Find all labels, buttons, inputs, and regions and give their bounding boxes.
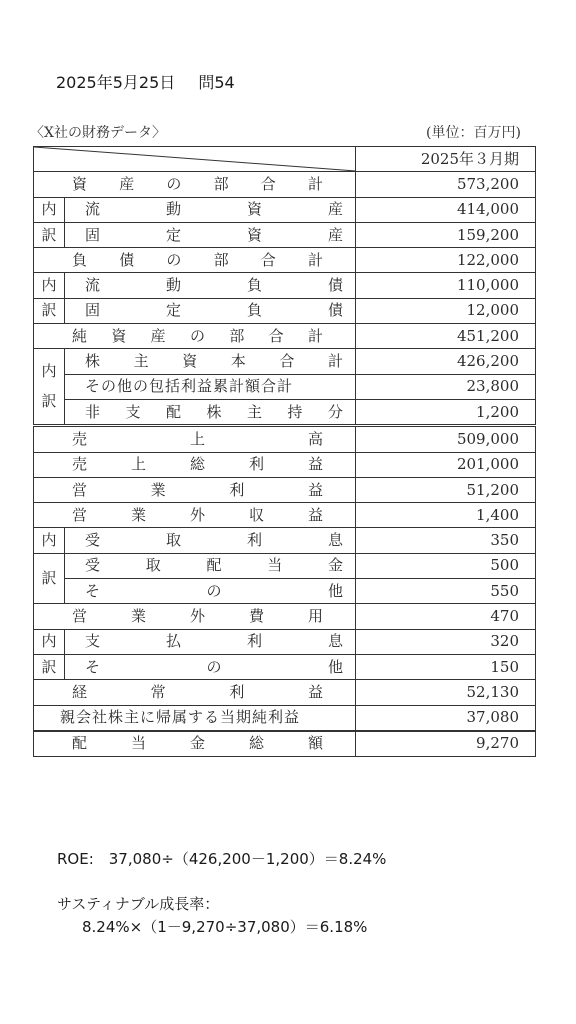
table-row — [34, 248, 536, 273]
label-char: 利 — [248, 455, 264, 474]
breakdown-label: 内 訳 — [34, 349, 65, 426]
table-row — [34, 349, 536, 374]
sgr-label: サスティナブル成長率： — [57, 895, 220, 913]
label-char: 産 — [327, 225, 343, 244]
label-char: 息 — [327, 632, 343, 651]
table-row — [34, 374, 536, 399]
row-value: 500 — [356, 553, 536, 578]
label-char: 受 — [85, 556, 101, 575]
label-char: 資 — [72, 174, 88, 193]
label-char: 債 — [327, 276, 343, 295]
row-value: 1,400 — [356, 503, 536, 528]
label-char: 資 — [182, 352, 198, 371]
label-char: 本 — [230, 352, 246, 371]
row-label: 親会社株主に帰属する当期純利益 — [60, 708, 301, 727]
row-label — [72, 429, 323, 448]
label-char: 資 — [246, 200, 262, 219]
roe-formula: ROE: 37,080÷（426,200－1,200）＝8.24% — [57, 850, 387, 868]
label-char: 外 — [189, 606, 205, 625]
label-char: 益 — [307, 480, 323, 499]
header-question-number: 問54 — [198, 73, 235, 92]
label-char: 部 — [213, 174, 229, 193]
row-value: 414,000 — [356, 197, 536, 222]
row-label — [85, 402, 343, 421]
row-value: 110,000 — [356, 273, 536, 298]
row-value: 451,200 — [356, 324, 536, 349]
label-char: 外 — [189, 505, 205, 524]
breakdown-label: 訳 — [34, 553, 65, 604]
row-label — [72, 606, 323, 625]
label-char: 総 — [189, 455, 205, 474]
label-char: 計 — [307, 326, 323, 345]
label-char: 株 — [85, 352, 101, 371]
table-header-row — [34, 147, 536, 172]
row-value: 550 — [356, 579, 536, 604]
breakdown-label: 訳 — [34, 222, 65, 247]
row-value: 573,200 — [356, 172, 536, 197]
label-char: 持 — [287, 402, 303, 421]
row-label — [85, 354, 343, 369]
label-char: 用 — [307, 606, 323, 625]
row-label: その他の包括利益累計額合計 — [85, 377, 294, 396]
row-value: 52,130 — [356, 680, 536, 705]
table-row — [34, 222, 536, 247]
label-char: 産 — [150, 326, 166, 345]
label-char: 計 — [307, 174, 323, 193]
table-row — [34, 579, 536, 604]
row-value: 12,000 — [356, 298, 536, 323]
label-char: 上 — [130, 455, 146, 474]
label-char: 資 — [246, 225, 262, 244]
table-row — [34, 604, 536, 629]
label-char: の — [166, 174, 182, 193]
label-char: 流 — [85, 276, 101, 295]
label-char: 利 — [246, 531, 262, 550]
row-value: 426,200 — [356, 349, 536, 374]
row-label — [85, 303, 343, 318]
breakdown-label: 訳 — [34, 654, 65, 679]
breakdown-label: 内 — [34, 629, 65, 654]
label-char: 営 — [72, 505, 88, 524]
row-value: 51,200 — [356, 477, 536, 502]
label-char: 計 — [307, 250, 323, 269]
label-char: 合 — [268, 326, 284, 345]
label-char: 配 — [72, 734, 88, 753]
row-value: 1,200 — [356, 399, 536, 425]
row-value: 201,000 — [356, 452, 536, 477]
row-label — [85, 581, 343, 600]
label-char: 支 — [85, 632, 101, 651]
label-char: 資 — [111, 326, 127, 345]
label-char: 固 — [85, 301, 101, 320]
row-label — [72, 326, 323, 345]
row-label — [85, 225, 343, 244]
label-char: 主 — [246, 402, 262, 421]
label-char: 益 — [307, 505, 323, 524]
label-char: の — [189, 326, 205, 345]
table-row — [34, 528, 536, 553]
table-row — [34, 273, 536, 298]
breakdown-label: 内 — [34, 528, 65, 553]
label-char: 業 — [130, 606, 146, 625]
label-char: 動 — [165, 276, 181, 295]
sgr-formula: 8.24%×（1－9,270÷37,080）＝6.18% — [82, 918, 368, 936]
label-char: 分 — [327, 402, 343, 421]
row-label — [85, 533, 343, 548]
label-char: そ — [85, 581, 101, 600]
label-char: 売 — [72, 455, 88, 474]
label-char: 営 — [72, 480, 88, 499]
row-value: 150 — [356, 654, 536, 679]
breakdown-label: 訳 — [34, 298, 65, 323]
table-row — [34, 680, 536, 705]
table-row — [34, 298, 536, 323]
label-char: 定 — [165, 301, 181, 320]
table-row — [34, 426, 536, 452]
financial-data-table — [33, 146, 536, 757]
label-char: 利 — [229, 682, 245, 701]
label-char: 利 — [229, 480, 245, 499]
label-char: の — [166, 250, 182, 269]
label-char: 取 — [145, 556, 161, 575]
label-char: 額 — [307, 734, 323, 753]
table-row — [34, 452, 536, 477]
label-char: 主 — [133, 352, 149, 371]
label-char: 業 — [130, 505, 146, 524]
table-row — [34, 172, 536, 197]
label-char: 高 — [307, 429, 323, 448]
label-char: 固 — [85, 225, 101, 244]
row-value: 9,270 — [356, 731, 536, 757]
label-char: 総 — [248, 734, 264, 753]
row-value: 350 — [356, 528, 536, 553]
unit-label: (単位：百万円) — [426, 125, 521, 141]
header-date: 2025年5月25日 — [56, 73, 176, 92]
label-char: 受 — [85, 531, 101, 550]
label-char: の — [206, 581, 222, 600]
row-label — [72, 682, 323, 701]
row-value: 122,000 — [356, 248, 536, 273]
table-row — [34, 705, 536, 731]
label-char: 収 — [248, 505, 264, 524]
table-row — [34, 553, 536, 578]
label-char: 負 — [246, 301, 262, 320]
table-row — [34, 654, 536, 679]
label-char: 債 — [327, 301, 343, 320]
row-label — [85, 558, 343, 573]
label-char: 負 — [72, 250, 88, 269]
table-row — [34, 477, 536, 502]
label-char: 定 — [165, 225, 181, 244]
row-label — [72, 457, 323, 472]
row-value: 320 — [356, 629, 536, 654]
row-value: 509,000 — [356, 426, 536, 452]
label-char: 業 — [150, 480, 166, 499]
label-char: 部 — [229, 326, 245, 345]
label-char: 他 — [327, 581, 343, 600]
label-char: 配 — [206, 556, 222, 575]
label-char: 計 — [327, 352, 343, 371]
label-char: 利 — [246, 632, 262, 651]
label-char: 部 — [213, 250, 229, 269]
table-row — [34, 731, 536, 757]
row-label — [85, 657, 343, 676]
label-char: 常 — [150, 682, 166, 701]
breakdown-label: 内 — [34, 197, 65, 222]
label-char: 債 — [119, 250, 135, 269]
row-label — [85, 202, 343, 217]
row-value: 159,200 — [356, 222, 536, 247]
page-header — [56, 70, 253, 93]
row-label — [72, 736, 323, 751]
label-char: 合 — [260, 174, 276, 193]
label-char: 流 — [85, 200, 101, 219]
row-value: 37,080 — [356, 705, 536, 731]
label-char: 経 — [72, 682, 88, 701]
label-char: 産 — [327, 200, 343, 219]
label-char: 払 — [165, 632, 181, 651]
table-row — [34, 629, 536, 654]
row-label — [72, 505, 323, 524]
label-char: 当 — [267, 556, 283, 575]
label-char: 純 — [72, 326, 88, 345]
label-char: 売 — [72, 429, 88, 448]
label-char: 息 — [327, 531, 343, 550]
label-char: 支 — [125, 402, 141, 421]
label-char: 金 — [189, 734, 205, 753]
label-char: 負 — [246, 276, 262, 295]
label-char: 上 — [189, 429, 205, 448]
diagonal-header-cell — [34, 147, 356, 172]
label-char: 益 — [307, 682, 323, 701]
row-label — [72, 174, 323, 193]
diagonal-line — [34, 147, 356, 171]
label-char: 営 — [72, 606, 88, 625]
breakdown-label: 内 — [34, 273, 65, 298]
label-char: 動 — [165, 200, 181, 219]
label-char: 株 — [206, 402, 222, 421]
label-char: 取 — [165, 531, 181, 550]
label-char: 他 — [327, 657, 343, 676]
label-char: 配 — [165, 402, 181, 421]
label-char: 当 — [130, 734, 146, 753]
label-char: 非 — [85, 402, 101, 421]
table-title: 〈X社の財務データ〉 — [30, 125, 166, 141]
label-char: 金 — [327, 556, 343, 575]
table-row — [34, 324, 536, 349]
label-char: 費 — [248, 606, 264, 625]
row-value: 470 — [356, 604, 536, 629]
label-char: 益 — [307, 455, 323, 474]
label-char: そ — [85, 657, 101, 676]
row-label — [72, 250, 323, 269]
table-row — [34, 399, 536, 425]
row-label — [85, 278, 343, 293]
table-row — [34, 503, 536, 528]
row-label — [72, 480, 323, 499]
label-char: 合 — [279, 352, 295, 371]
table-row — [34, 197, 536, 222]
label-char: の — [206, 657, 222, 676]
label-char: 産 — [119, 174, 135, 193]
label-char: 合 — [260, 250, 276, 269]
period-header: 2025年３月期 — [356, 147, 536, 172]
row-value: 23,800 — [356, 374, 536, 399]
row-label — [85, 634, 343, 649]
